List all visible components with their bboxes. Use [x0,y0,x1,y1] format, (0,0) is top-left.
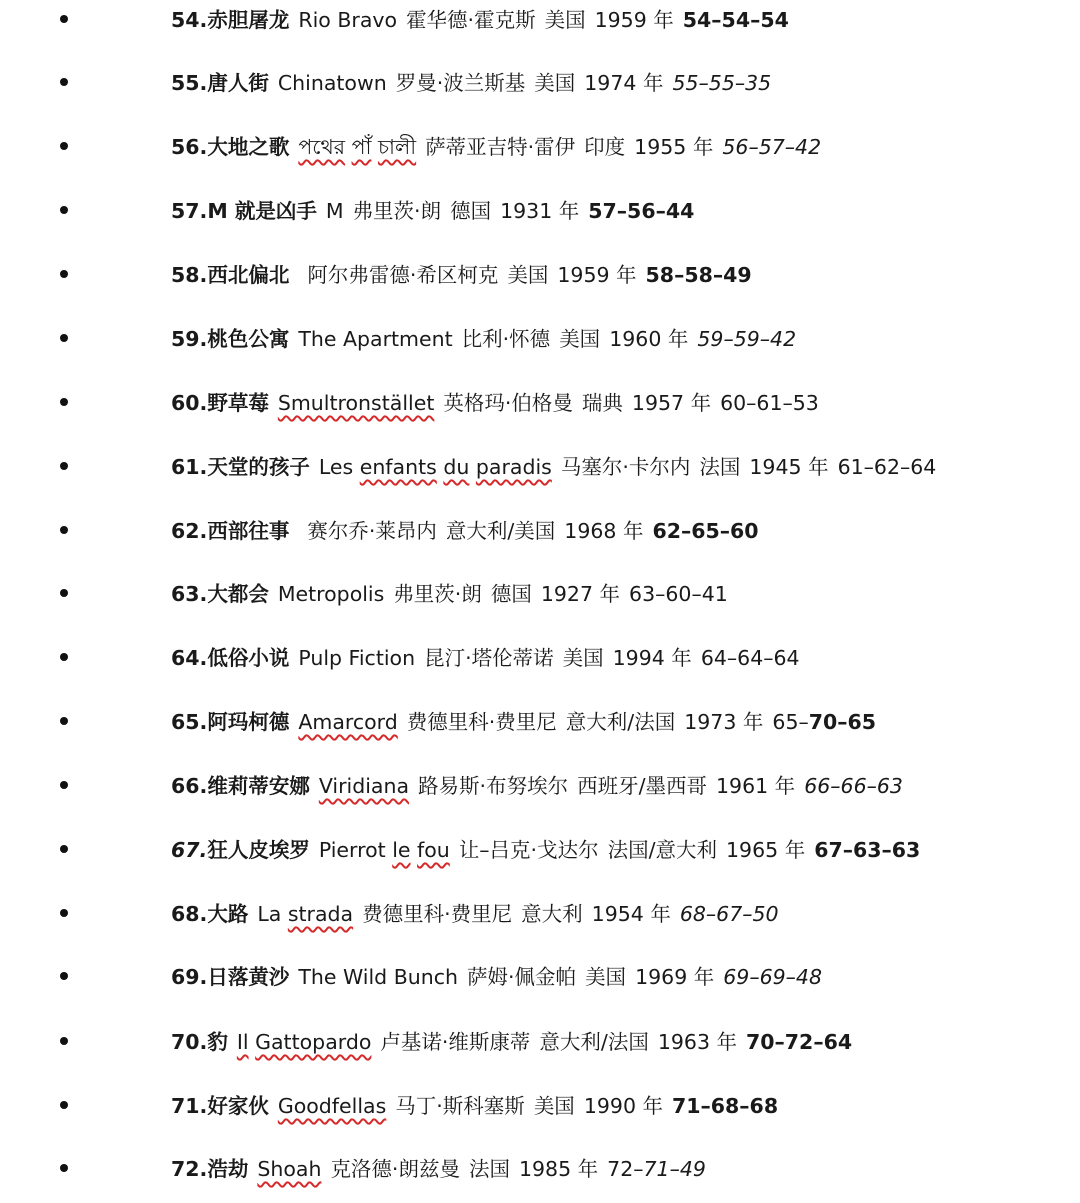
year: 1961 年 [716,774,796,798]
entry-text [171,957,822,997]
title-chinese: 好家伙 [207,1094,269,1118]
year: 1974 年 [584,71,664,95]
rankings [746,1030,852,1054]
year: 1985 年 [518,1157,599,1181]
title-original-part: Les [318,455,360,479]
director: 马丁·斯科塞斯 [395,1094,525,1118]
entry-text [171,383,819,423]
bullet-icon [60,398,68,406]
bullet-icon [60,781,68,789]
bullet-icon [60,142,68,150]
entry-text [171,574,728,614]
ranking-part: 71–49 [643,1157,706,1181]
rankings [720,391,819,415]
title-original-part: Viridiana [318,774,410,798]
entry-number: 64. [171,646,208,670]
title-original-part: du [443,455,470,479]
title-chinese: 日落黄沙 [207,965,290,989]
ranking-part: 70–65 [808,710,877,734]
title-chinese: 低俗小说 [207,646,290,670]
title-original-part: Il [236,1030,249,1054]
year: 1954 年 [591,902,671,926]
list-item [0,127,1080,167]
entry-number: 54. [171,8,208,32]
entry-number: 69. [171,965,208,989]
ranking-part: 64–64–64 [700,646,800,670]
title-chinese: 野草莓 [207,391,269,415]
ranking-part: 68–67–50 [679,902,779,926]
director: 让–吕克·戈达尔 [458,838,599,862]
rankings [672,1094,778,1118]
title-original [298,965,458,989]
title-original [237,1030,372,1054]
bullet-icon [60,717,68,725]
year: 1955 年 [634,135,714,159]
bullet-icon [60,1164,68,1172]
year: 1968 年 [564,519,644,543]
bullet-icon [60,206,68,214]
list-item [0,894,1080,934]
entry-text [171,894,779,934]
list-item [0,830,1080,870]
title-chinese: 天堂的孩子 [207,455,310,479]
director: 昆汀·塔伦蒂诺 [424,646,554,670]
entry-text [171,63,771,103]
ranking-part: 62–65–60 [652,519,759,543]
country: 美国 [559,327,601,351]
title-original-part: The Apartment [298,327,453,351]
list-item [0,766,1080,806]
title-original-part: strada [287,902,354,926]
director: 弗里茨·朗 [393,582,482,606]
title-original-part: Pulp Fiction [298,646,416,670]
rankings [804,774,903,798]
title-chinese: 桃色公寓 [207,327,290,351]
title-original-part: The Wild Bunch [298,965,459,989]
country: 意大利/美国 [445,519,556,543]
entry-number: 63. [171,582,208,606]
title-chinese: 大都会 [207,582,269,606]
country: 瑞典 [581,391,623,415]
rankings [646,263,752,287]
bullet-icon [60,589,68,597]
year: 1931 年 [500,199,580,223]
bullet-icon [60,270,68,278]
ranking-part: 71–68–68 [672,1094,779,1118]
rankings [814,838,920,862]
rankings [672,71,771,95]
title-chinese: 大地之歌 [207,135,290,159]
rankings [722,135,821,159]
director: 弗里茨·朗 [352,199,442,223]
year: 1965 年 [726,838,806,862]
title-original-part: fou [417,838,450,862]
bullet-icon [60,845,68,853]
country: 法国/意大利 [607,838,718,862]
list-item [0,638,1080,678]
ranking-part: 58–58–49 [645,263,752,287]
entry-number: 62. [171,519,208,543]
entry-text [171,1022,852,1062]
title-chinese: 唐人街 [207,71,269,95]
entry-number: 66. [171,774,208,798]
bullet-icon [60,462,68,470]
title-original-part: Gattopardo [255,1030,372,1054]
director: 霍华德·霍克斯 [406,8,536,32]
year: 1927 年 [540,582,621,606]
director: 罗曼·波兰斯基 [395,71,526,95]
country: 印度 [584,135,626,159]
bullet-icon [60,78,68,86]
entry-number: 56. [171,135,208,159]
title-original [257,902,353,926]
title-original [298,8,397,32]
entry-text [171,255,752,295]
director: 萨姆·佩金帕 [467,965,577,989]
title-original-part: M [325,199,344,223]
year: 1973 年 [684,710,764,734]
country: 美国 [585,965,627,989]
bullet-icon [60,909,68,917]
ranking-part: 70–72–64 [746,1030,853,1054]
year: 1945 年 [749,455,829,479]
title-original-part: পথের [298,135,346,159]
title-original-part: Rio Bravo [298,8,398,32]
entry-text [171,638,800,678]
title-original-part: Amarcord [298,710,398,734]
bullet-icon [60,972,68,980]
entry-text [171,1149,706,1189]
country: 法国 [699,455,741,479]
rankings [607,1157,706,1181]
rankings [629,582,728,606]
title-original [298,327,452,351]
title-original-part: enfants [359,455,437,479]
title-original [257,1157,321,1181]
year: 1969 年 [635,965,715,989]
title-original-part: চালী [377,135,417,159]
list-item [0,957,1080,997]
country: 意大利 [521,902,583,926]
rankings [683,8,789,32]
title-chinese: 大路 [207,902,249,926]
title-chinese: 维莉蒂安娜 [207,774,310,798]
entry-number: 58. [171,263,208,287]
title-original [278,391,435,415]
director: 萨蒂亚吉特·雷伊 [425,135,576,159]
list-item [0,255,1080,295]
ranking-part: 59–59–42 [697,327,797,351]
title-original-part: La [257,902,288,926]
entry-number: 59. [171,327,208,351]
country: 意大利/法国 [565,710,676,734]
bullet-icon [60,334,68,342]
year: 1994 年 [612,646,692,670]
entry-number: 55. [171,71,208,95]
title-chinese: 西北偏北 [207,263,290,287]
title-original-part: Shoah [257,1157,322,1181]
ranking-part: 69–69–48 [723,965,823,989]
entry-number: 70. [171,1030,208,1054]
title-original [298,710,397,734]
title-original-part: le [392,838,411,862]
list-item [0,702,1080,742]
rankings [772,710,876,734]
director: 赛尔乔·莱昂内 [307,519,437,543]
entry-number: 65. [171,710,208,734]
ranking-part: 63–60–41 [629,582,728,606]
rankings [838,455,937,479]
title-original [278,1094,386,1118]
year: 1990 年 [583,1094,663,1118]
title-original-part: Smultronstället [277,391,435,415]
list-item [0,511,1080,551]
country: 德国 [490,582,532,606]
title-chinese: 浩劫 [207,1157,249,1181]
director: 英格玛·伯格曼 [443,391,573,415]
list-item [0,0,1080,40]
country: 德国 [450,199,492,223]
entry-text [171,766,903,806]
country: 美国 [544,8,586,32]
entry-text [171,319,796,359]
list-item [0,1022,1080,1062]
title-chinese: 豹 [207,1030,228,1054]
list-item [0,383,1080,423]
title-original [278,71,387,95]
bullet-icon [60,1101,68,1109]
director: 克洛德·朗兹曼 [330,1157,460,1181]
list-item [0,191,1080,231]
director: 费德里科·费里尼 [362,902,513,926]
ranking-part: 54–54–54 [682,8,789,32]
entry-number: 68. [171,902,208,926]
director: 路易斯·布努埃尔 [418,774,569,798]
entry-number: 57. [171,199,208,223]
entry-text [171,511,759,551]
year: 1959 年 [594,8,674,32]
ranking-part: 56–57–42 [722,135,822,159]
entry-text [171,1086,778,1126]
year: 1957 年 [631,391,712,415]
ranking-part: 65– [772,710,809,734]
list-item [0,1149,1080,1189]
title-original [319,455,552,479]
bullet-icon [60,526,68,534]
title-original-part: Pierrot [318,838,393,862]
title-chinese: M 就是凶手 [207,199,317,223]
bullet-icon [60,653,68,661]
rankings [652,519,758,543]
title-chinese: 西部往事 [207,519,290,543]
title-chinese: 阿玛柯德 [207,710,290,734]
title-original [319,774,409,798]
list-item [0,319,1080,359]
ranking-part: 55–55–35 [672,71,772,95]
ranking-part: 57–56–44 [588,199,695,223]
entry-text [171,0,789,40]
list-item [0,574,1080,614]
director: 卢基诺·维斯康蒂 [380,1030,531,1054]
list-item [0,1086,1080,1126]
list-item [0,447,1080,487]
rankings [723,965,822,989]
entry-number: 61. [171,455,208,479]
title-chinese: 狂人皮埃罗 [207,838,310,862]
title-original [298,646,415,670]
ranking-part: 67–63–63 [814,838,921,862]
title-original-part: paradis [475,455,552,479]
country: 法国 [468,1157,510,1181]
entry-text [171,127,821,167]
director: 阿尔弗雷德·希区柯克 [307,263,499,287]
title-original-part: Chinatown [277,71,387,95]
year: 1963 年 [657,1030,738,1054]
ranking-part: 66–66–63 [804,774,903,798]
year: 1960 年 [609,327,689,351]
bullet-icon [60,1037,68,1045]
title-original-part: পাঁ [351,135,372,159]
country: 美国 [562,646,604,670]
director: 比利·怀德 [461,327,551,351]
rankings [588,199,694,223]
title-original-part: Goodfellas [277,1094,387,1118]
entry-number: 60. [171,391,208,415]
rankings [701,646,800,670]
list-item [0,63,1080,103]
country: 美国 [507,263,549,287]
rankings [697,327,796,351]
entry-text [171,447,936,487]
bullet-icon [60,15,68,23]
ranking-part: 60–61–53 [720,391,819,415]
entry-text [171,830,920,870]
title-chinese: 赤胆屠龙 [207,8,290,32]
entry-text [171,191,694,231]
entry-number: 71. [171,1094,208,1118]
director: 费德里科·费里尼 [406,710,557,734]
country: 美国 [534,71,576,95]
title-original [319,838,450,862]
entry-number: 67. [171,838,208,862]
country: 美国 [533,1094,575,1118]
year: 1959 年 [557,263,637,287]
entry-text [171,702,876,742]
rankings [680,902,779,926]
country: 意大利/法国 [539,1030,649,1054]
ranking-part: 72– [607,1157,644,1181]
country: 西班牙/墨西哥 [577,774,707,798]
title-original-part: Metropolis [277,582,385,606]
title-original [326,199,344,223]
director: 马塞尔·卡尔内 [560,455,691,479]
title-original [278,582,384,606]
ranking-part: 61–62–64 [837,455,937,479]
title-original [298,135,416,159]
entry-number: 72. [171,1157,208,1181]
